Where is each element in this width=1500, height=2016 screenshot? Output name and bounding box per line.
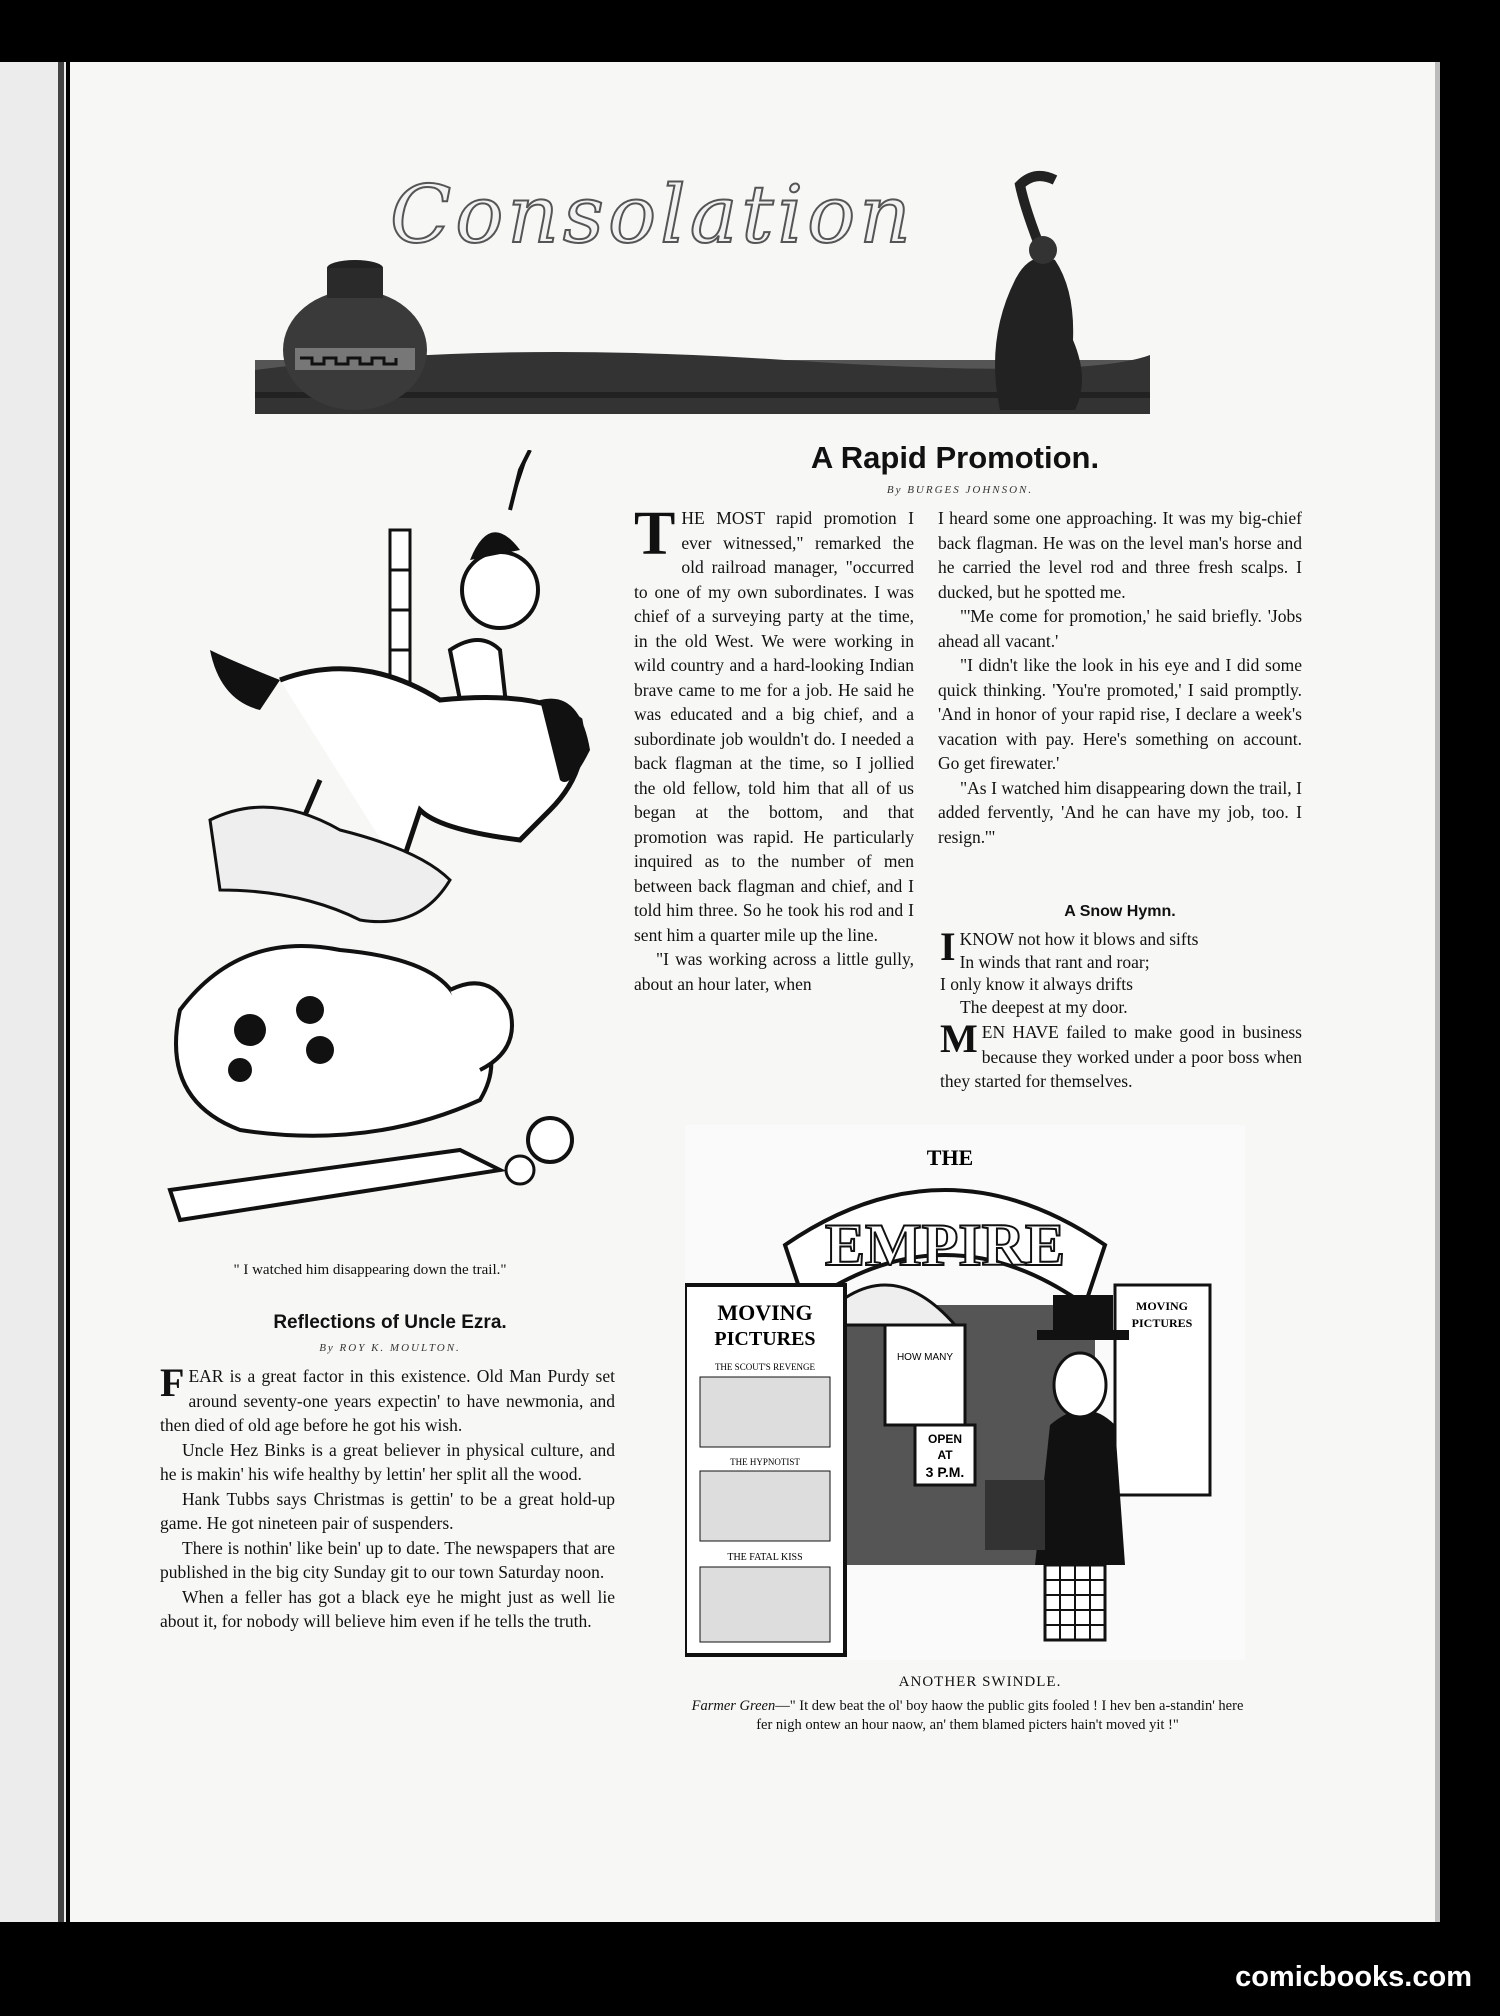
paragraph: I heard some one approaching. It was my big-chief back flagman. He was on the level man's horse and he carried the level rod and three fresh scalps. I ducked, but he spotted me. — [938, 508, 1302, 602]
rapid-promotion-column-2 — [938, 506, 1302, 849]
empire-sign-main: EMPIRE — [825, 1212, 1065, 1278]
cartoon-title: ANOTHER SWINDLE. — [898, 1674, 1062, 1690]
paragraph: There is nothin' like bein' up to date. The newspapers that are published in the big city Sunday git to our town Saturday noon. — [160, 1537, 615, 1582]
page-gutter — [58, 62, 64, 1922]
site-watermark: comicbooks.com — [1235, 1961, 1472, 1993]
paragraph: When a feller has got a black eye he might just as well lie about it, for nobody will believe him even if he tells the truth. — [160, 1586, 615, 1631]
poster-film-title: THE HYPNOTIST — [730, 1457, 800, 1467]
banner-title: Consolation — [390, 168, 915, 261]
poster-film-title: THE SCOUT'S REVENGE — [714, 1362, 816, 1372]
paragraph: EN HAVE failed to make good in business because they worked under a poor boss when they started for themselves. — [940, 1022, 1302, 1091]
open-sign-line: AT — [937, 1448, 953, 1462]
empire-cartoon-illustration — [685, 1125, 1245, 1660]
drop-cap: F — [160, 1360, 185, 1405]
drop-cap: M — [940, 1016, 978, 1061]
poem-line: I only know it always drifts — [940, 974, 1133, 994]
caption-quote: " It dew beat the ol' boy haow the public gits fooled ! I hev ben a-standin' here fer nigh ontew an hour naow, an' them blamed picters hain't moved yit !" — [756, 1698, 1244, 1733]
cartoon-caption: Farmer Green—" It dew beat the ol' boy haow the public gits fooled ! I hev ben a-standin' here fer nigh ontew an hour naow, an' them blamed picters hain't moved yit !" — [691, 1698, 1244, 1733]
open-sign-line: 3 P.M. — [925, 1464, 965, 1480]
paragraph: EAR is a great factor in this existence. Old Man Purdy set around seventy-one years expectin' to have newmonia, and then died of old age before he got his wish. — [160, 1366, 615, 1435]
paragraph: "I didn't like the look in his eye and I did some quick thinking. 'You're promoted,' I said promptly. 'And in honor of your rapid rise, I declare a week's vacation with pay. Here's something on account. Go get firewater.' — [938, 655, 1302, 773]
previous-page-edge — [0, 62, 66, 1922]
rapid-promotion-byline: By BURGES JOHNSON. — [886, 484, 1034, 496]
poster-film-title: THE FATAL KISS — [727, 1552, 803, 1563]
consolation-banner-illustration — [185, 110, 1150, 414]
paragraph: Uncle Hez Binks is a great believer in physical culture, and he is makin' his wife healthy by lettin' her split all the wood. — [160, 1439, 615, 1484]
rapid-promotion-column-1 — [634, 500, 914, 996]
rapid-promotion-title: A Rapid Promotion. — [810, 440, 1100, 475]
paragraph: "'Me come for promotion,' he said briefly. 'Jobs ahead all vacant.' — [938, 606, 1302, 651]
snow-hymn-poem — [940, 924, 1300, 1018]
poem-line: In winds that rant and roar; — [959, 951, 1150, 972]
paragraph: "As I watched him disappearing down the trail, I added fervently, 'And he can have my job, too. I resign.'" — [938, 777, 1302, 847]
paragraph: Hank Tubbs says Christmas is gettin' to be a great hold-up game. He got nineteen pair of suspenders. — [160, 1488, 615, 1533]
drop-cap: I — [940, 924, 956, 969]
open-sign-line: OPEN — [927, 1432, 963, 1446]
indian-illustration-caption: " I watched him disappearing down the trail." — [233, 1262, 507, 1278]
uncle-ezra-text — [160, 1360, 615, 1634]
poem-line: The deepest at my door. — [960, 996, 1128, 1017]
men-have-paragraph — [940, 1016, 1302, 1094]
uncle-ezra-byline: By ROY K. MOULTON. — [319, 1342, 461, 1354]
empire-sign-the: THE — [926, 1145, 974, 1170]
uncle-ezra-title: Reflections of Uncle Ezra. — [273, 1312, 507, 1333]
paragraph: "I was working across a little gully, about an hour later, when — [634, 949, 914, 994]
poster-heading: MOVING — [717, 1300, 813, 1325]
caption-speaker: Farmer Green — [691, 1698, 776, 1714]
drop-cap: T — [634, 500, 676, 568]
ticket-booth-label: HOW MANY — [896, 1352, 954, 1363]
poster-heading: PICTURES — [1131, 1316, 1193, 1330]
poem-line: KNOW not how it blows and sifts — [959, 929, 1199, 949]
poster-heading: MOVING — [1136, 1299, 1188, 1313]
paragraph: HE MOST rapid promotion I ever witnessed," remarked the old railroad manager, "occurred to one of my own subordinates. I was chief of a surveying party at the time, in the old West. We were working in wild country and a hard-looking Indian brave came to me for a job. He said he was educated and a big chief, and a subordinate job wouldn't do. I needed a back flagman at the time, so I jollied the old fellow, told him that all of us began at the bottom, and that promotion was rapid. He particularly inquired as to the number of men between back flagman and chief, and I told him three. So he took his rod and I sent him a quarter mile up the line. — [634, 508, 914, 945]
indian-rider-illustration — [120, 450, 610, 1250]
poster-heading: PICTURES — [714, 1328, 816, 1350]
snow-hymn-title: A Snow Hymn. — [1064, 903, 1176, 920]
